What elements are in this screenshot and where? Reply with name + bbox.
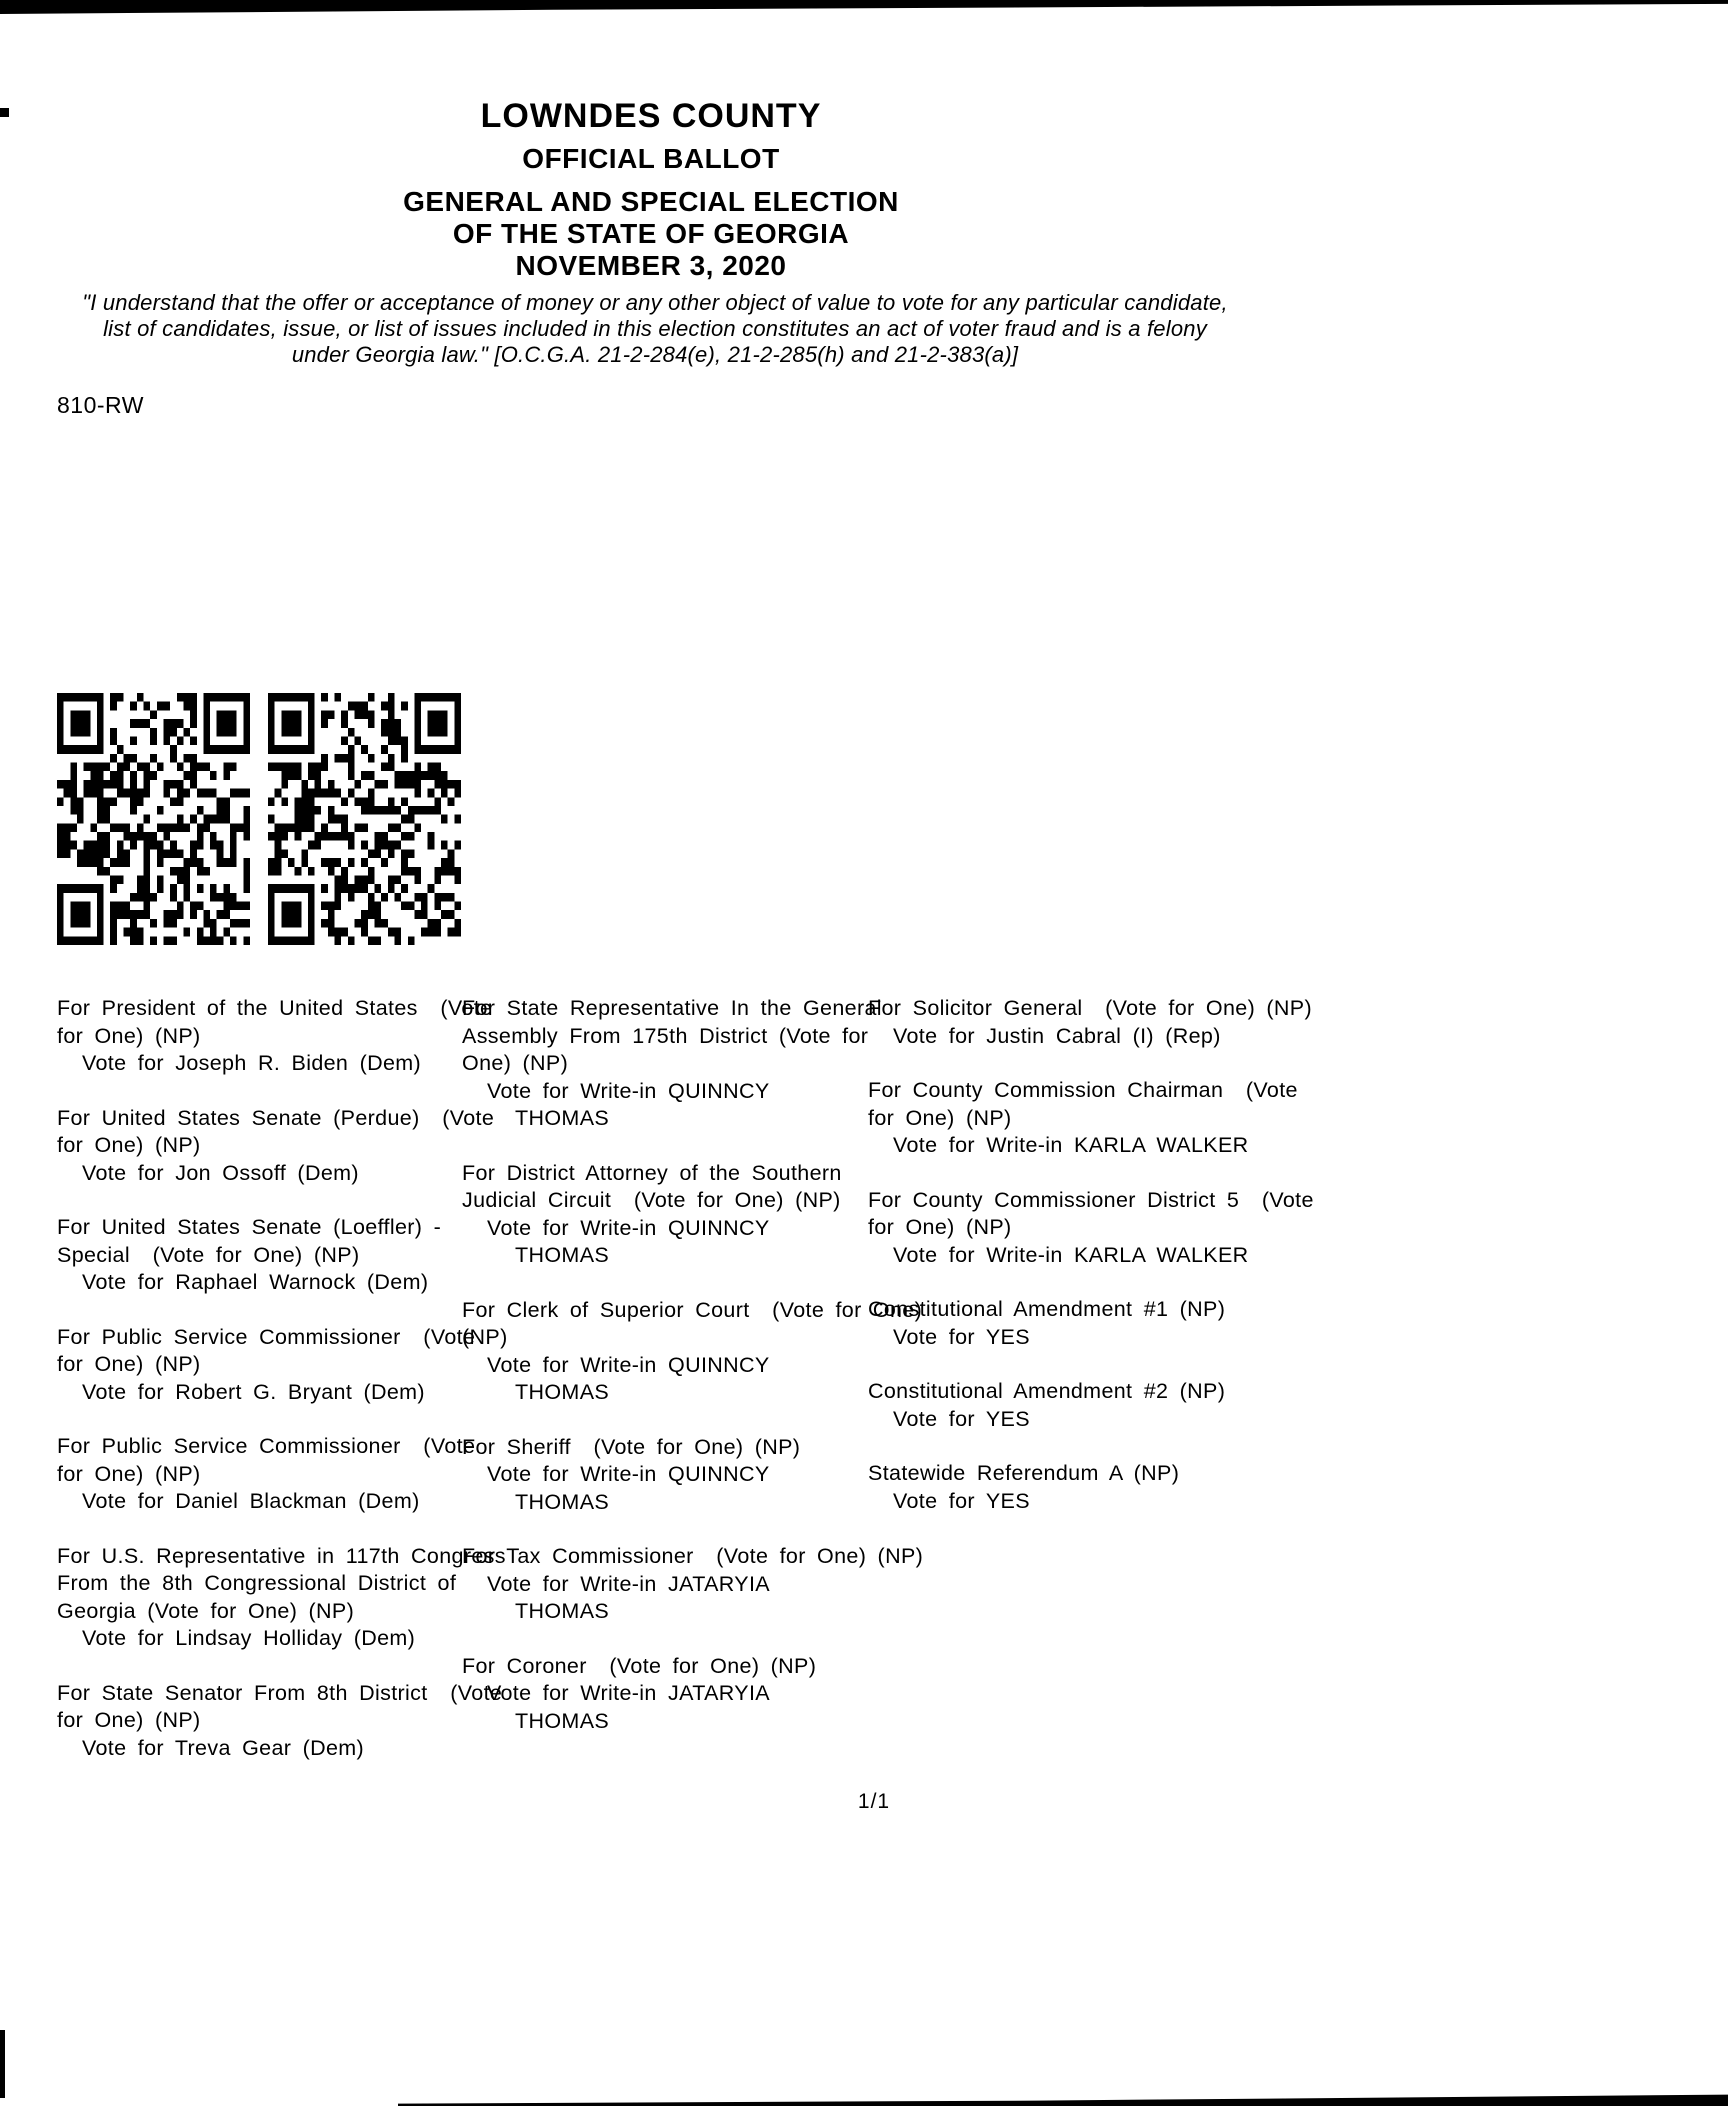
contest — [57, 1324, 476, 1407]
vote-selection-line: Vote for Robert G. Bryant (Dem) — [82, 1379, 425, 1404]
election-title-line: GENERAL AND SPECIAL ELECTION — [403, 186, 899, 217]
contest — [57, 1680, 503, 1763]
contest — [57, 1543, 506, 1653]
contest-title-line: For State Senator From 8th District (Vote — [57, 1680, 503, 1705]
contest-title-line: Statewide Referendum A (NP) — [868, 1461, 1180, 1485]
vote-selection-line: Vote for Write-in KARLA WALKER — [893, 1133, 1249, 1157]
contest-title-line: for One) (NP) — [57, 1461, 201, 1486]
contest-title-line: For Sheriff (Vote for One) (NP) — [462, 1434, 801, 1459]
vote-selection-line: Vote for Write-in KARLA WALKER — [893, 1242, 1249, 1267]
vote-selection-line: Vote for Write-in QUINNCY — [487, 1462, 770, 1486]
contest-title-line: For County Commission Chairman (Vote — [868, 1078, 1298, 1102]
contest-title-line: One) (NP) — [462, 1051, 569, 1075]
contest — [868, 1187, 1314, 1270]
contest — [868, 995, 1312, 1050]
contest-title-line: for One) (NP) — [57, 1023, 201, 1048]
vote-selection-line: THOMAS — [515, 1599, 610, 1623]
voter-fraud-disclaimer — [0, 290, 1310, 368]
vote-selection-line: Vote for Joseph R. Biden (Dem) — [82, 1051, 422, 1075]
contest-title-line: For Clerk of Superior Court (Vote for One) — [462, 1297, 923, 1322]
disclaimer-line: under Georgia law." [O.C.G.A. 21-2-284(e), 21-2-285(h) and 21-2-383(a)] — [291, 342, 1019, 367]
vote-selection-line: Vote for YES — [893, 1406, 1030, 1431]
contest — [462, 1543, 924, 1626]
contest-title-line: for One) (NP) — [57, 1352, 201, 1376]
qr-code-right — [268, 693, 461, 945]
vote-selection-line: Vote for Lindsay Holliday (Dem) — [82, 1626, 416, 1650]
contest-title-line: For President of the United States (Vote — [57, 996, 493, 1020]
contest-title-line: For Public Service Commissioner (Vote — [57, 1434, 476, 1458]
contest — [868, 1296, 1268, 1351]
vote-selection-line: Vote for YES — [893, 1324, 1030, 1349]
vote-selection-line: Vote for Write-in QUINNCY — [487, 1215, 770, 1240]
contest-title-line: Special (Vote for One) (NP) — [57, 1242, 360, 1267]
contest-title-line: For U.S. Representative in 117th Congress — [57, 1543, 506, 1568]
vote-selection-line: Vote for YES — [893, 1488, 1030, 1513]
official-ballot-title: OFFICIAL BALLOT — [522, 143, 780, 174]
vote-selection-line: Vote for Daniel Blackman (Dem) — [82, 1489, 420, 1513]
vote-selection-line: THOMAS — [515, 1243, 610, 1267]
contest-title-line: For United States Senate (Perdue) (Vote — [57, 1105, 495, 1130]
qr-code-left — [57, 693, 250, 945]
contest — [462, 1653, 868, 1736]
contest-title-line: for One) (NP) — [868, 1215, 1012, 1239]
contest-title-line: Assembly From 175th District (Vote for — [462, 1023, 869, 1048]
scan-artifact-bottom-left — [0, 2030, 5, 2098]
vote-selection-line: THOMAS — [515, 1380, 610, 1404]
vote-selection-line: Vote for Write-in JATARYIA — [487, 1681, 770, 1705]
contest-column-2 — [462, 995, 924, 1762]
contest-title-line: For Tax Commissioner (Vote for One) (NP) — [462, 1544, 924, 1568]
scan-artifact-bottom-bar — [398, 2094, 1728, 2106]
vote-selection-line: THOMAS — [515, 1489, 610, 1514]
ballot-header — [0, 96, 1302, 282]
contest-title-line: From the 8th Congressional District of — [57, 1571, 457, 1595]
vote-selection-line: Vote for Write-in QUINNCY — [487, 1352, 770, 1377]
contest — [868, 1460, 1268, 1515]
county-title: LOWNDES COUNTY — [480, 97, 822, 135]
contest-title-line: For County Commissioner District 5 (Vote — [868, 1187, 1314, 1212]
contest — [57, 1214, 467, 1297]
contest-title-line: for One) (NP) — [57, 1708, 201, 1732]
contest-title-line: Constitutional Amendment #1 (NP) — [868, 1297, 1226, 1321]
contest-title-line: For District Attorney of the Southern — [462, 1160, 842, 1185]
contest-column-3 — [868, 995, 1314, 1542]
contest — [57, 1105, 495, 1188]
vote-selection-line: THOMAS — [515, 1106, 610, 1130]
contest-title-line: For State Representative In the General — [462, 996, 882, 1020]
scan-artifact-top-bar — [0, 0, 1728, 14]
contest-title-line: For Public Service Commissioner (Vote — [57, 1324, 476, 1349]
contest-title-line: For United States Senate (Loeffler) - — [57, 1215, 442, 1239]
contest-title-line: For Solicitor General (Vote for One) (NP) — [868, 996, 1312, 1020]
contest-title-line: (NP) — [462, 1325, 508, 1349]
vote-selection-line: Vote for Treva Gear (Dem) — [82, 1735, 365, 1760]
contest-title-line: for One) (NP) — [57, 1133, 201, 1157]
page-number: 1/1 — [857, 1790, 891, 1813]
vote-selection-line: Vote for Jon Ossoff (Dem) — [82, 1160, 359, 1185]
election-title-line: OF THE STATE OF GEORGIA — [452, 218, 850, 249]
contest-title-line: Judicial Circuit (Vote for One) (NP) — [462, 1188, 841, 1212]
contest — [462, 1297, 923, 1407]
contest — [462, 1434, 868, 1517]
election-title — [0, 186, 1302, 282]
contest — [57, 995, 493, 1078]
disclaimer-line: "I understand that the offer or acceptance of money or any other object of value to vote for any particular candidate, — [82, 290, 1228, 315]
contest-title-line: Georgia (Vote for One) (NP) — [57, 1598, 355, 1623]
contest — [868, 1077, 1298, 1160]
contest-title-line: for One) (NP) — [868, 1105, 1012, 1130]
vote-selection-line: Vote for Justin Cabral (I) (Rep) — [893, 1023, 1221, 1048]
contest — [57, 1433, 476, 1516]
ballot-style-id: 810-RW — [57, 392, 144, 418]
contest — [462, 995, 882, 1133]
disclaimer-line: list of candidates, issue, or list of issues included in this election constitutes an act of voter fraud and is a felony — [103, 316, 1207, 341]
contest — [462, 1160, 868, 1270]
contest-title-line: Constitutional Amendment #2 (NP) — [868, 1379, 1226, 1403]
vote-selection-line: Vote for Write-in QUINNCY — [487, 1078, 770, 1103]
contest — [868, 1378, 1268, 1433]
vote-selection-line: Vote for Raphael Warnock (Dem) — [82, 1270, 429, 1294]
vote-selection-line: Vote for Write-in JATARYIA — [487, 1571, 770, 1596]
vote-selection-line: THOMAS — [515, 1708, 610, 1733]
contest-column-1 — [57, 995, 506, 1789]
contest-title-line: For Coroner (Vote for One) (NP) — [462, 1653, 817, 1678]
election-title-line: NOVEMBER 3, 2020 — [515, 250, 787, 281]
